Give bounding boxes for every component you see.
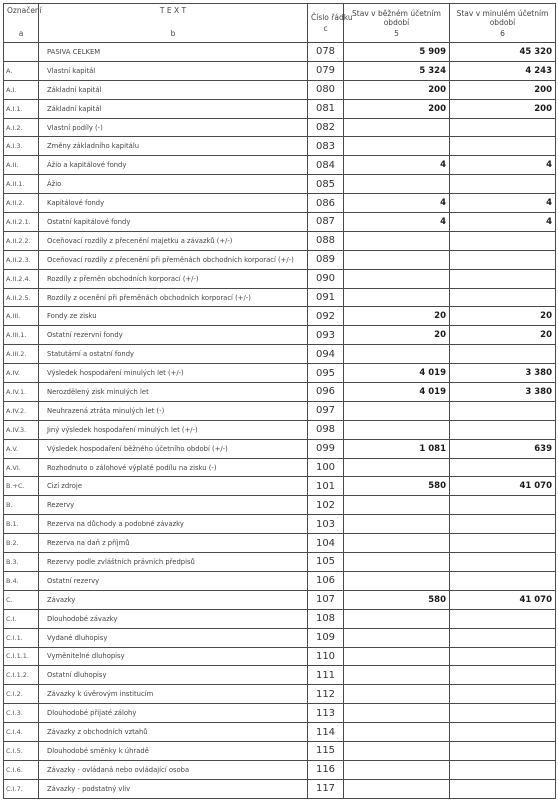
table-row xyxy=(4,326,556,345)
row-previous-period-value: 4 243 xyxy=(450,61,556,80)
row-designation: B.3. xyxy=(4,553,39,572)
row-designation: C.I.2. xyxy=(4,685,39,704)
row-designation: C.I.4. xyxy=(4,723,39,742)
column-header-line-number xyxy=(308,4,353,43)
row-current-period-value: 4 019 xyxy=(344,364,450,383)
table-row xyxy=(4,760,556,779)
row-current-period-value xyxy=(344,118,450,137)
row-previous-period-value: 45 320 xyxy=(450,43,556,62)
row-designation: A.IV.3. xyxy=(4,420,39,439)
row-text: Závazky xyxy=(39,590,308,609)
row-previous-period-value xyxy=(450,647,556,666)
row-text: Oceňovací rozdíly z přecenění při přeměnách obchodních korporací (+/-) xyxy=(39,250,308,269)
row-designation: B.2. xyxy=(4,534,39,553)
column-header-previous-period xyxy=(450,4,556,43)
column-header-text-sub: b xyxy=(170,29,176,38)
row-line-number: 085 xyxy=(308,175,344,194)
row-text: Základní kapitál xyxy=(39,80,308,99)
row-line-number: 091 xyxy=(308,288,344,307)
table-row xyxy=(4,99,556,118)
row-designation: C.I. xyxy=(4,609,39,628)
row-current-period-value xyxy=(344,137,450,156)
row-designation: C.I.5. xyxy=(4,741,39,760)
row-line-number: 083 xyxy=(308,137,344,156)
row-line-number: 093 xyxy=(308,326,344,345)
row-current-period-value xyxy=(344,458,450,477)
row-text: Ostatní rezervy xyxy=(39,571,308,590)
table-row xyxy=(4,496,556,515)
row-previous-period-value xyxy=(450,288,556,307)
table-row xyxy=(4,269,556,288)
row-current-period-value: 580 xyxy=(344,477,450,496)
row-current-period-value xyxy=(344,723,450,742)
row-previous-period-value xyxy=(450,779,556,798)
row-text: Cizí zdroje xyxy=(39,477,308,496)
row-line-number: 114 xyxy=(308,723,344,742)
row-designation: C.I.1.1. xyxy=(4,647,39,666)
row-current-period-value xyxy=(344,779,450,798)
row-previous-period-value xyxy=(450,534,556,553)
row-current-period-value xyxy=(344,250,450,269)
table-row xyxy=(4,345,556,364)
row-current-period-value: 20 xyxy=(344,307,450,326)
row-designation: A.II.2.4. xyxy=(4,269,39,288)
row-current-period-value: 4 xyxy=(344,156,450,175)
row-line-number: 102 xyxy=(308,496,344,515)
row-current-period-value: 4 019 xyxy=(344,383,450,402)
table-row xyxy=(4,43,556,62)
row-line-number: 113 xyxy=(308,704,344,723)
row-line-number: 097 xyxy=(308,401,344,420)
row-line-number: 111 xyxy=(308,666,344,685)
row-designation: A. xyxy=(4,61,39,80)
row-previous-period-value xyxy=(450,231,556,250)
row-text: Výsledek hospodaření běžného účetního období (+/-) xyxy=(39,439,308,458)
row-text: Fondy ze zisku xyxy=(39,307,308,326)
row-designation: A.I.1. xyxy=(4,99,39,118)
table-row xyxy=(4,458,556,477)
table-row xyxy=(4,723,556,742)
row-designation: B.+C. xyxy=(4,477,39,496)
row-current-period-value: 580 xyxy=(344,590,450,609)
row-line-number: 092 xyxy=(308,307,344,326)
table-row xyxy=(4,534,556,553)
table-row xyxy=(4,704,556,723)
row-text: Dlouhodobé závazky xyxy=(39,609,308,628)
row-previous-period-value xyxy=(450,420,556,439)
row-designation: C.I.6. xyxy=(4,760,39,779)
row-line-number: 116 xyxy=(308,760,344,779)
row-current-period-value xyxy=(344,704,450,723)
row-text: Neuhrazená ztráta minulých let (-) xyxy=(39,401,308,420)
row-line-number: 106 xyxy=(308,571,344,590)
row-previous-period-value xyxy=(450,458,556,477)
table-row xyxy=(4,118,556,137)
row-previous-period-value xyxy=(450,269,556,288)
row-previous-period-value: 41 070 xyxy=(450,590,556,609)
row-text: Závazky k úvěrovým institucím xyxy=(39,685,308,704)
row-designation: C. xyxy=(4,590,39,609)
row-text: Ostatní kapitálové fondy xyxy=(39,213,308,232)
row-text: Rozdíly z ocenění při přeměnách obchodních korporací (+/-) xyxy=(39,288,308,307)
row-line-number: 110 xyxy=(308,647,344,666)
column-header-current-period xyxy=(344,4,450,43)
row-designation: B.1. xyxy=(4,515,39,534)
row-previous-period-value xyxy=(450,760,556,779)
row-text: Ostatní rezervní fondy xyxy=(39,326,308,345)
row-previous-period-value: 200 xyxy=(450,99,556,118)
table-row xyxy=(4,194,556,213)
row-designation: C.I.1.2. xyxy=(4,666,39,685)
row-current-period-value xyxy=(344,345,450,364)
row-current-period-value xyxy=(344,288,450,307)
row-text: Statutární a ostatní fondy xyxy=(39,345,308,364)
row-line-number: 079 xyxy=(308,61,344,80)
row-previous-period-value: 639 xyxy=(450,439,556,458)
balance-sheet-liabilities-table xyxy=(3,3,556,799)
row-current-period-value: 200 xyxy=(344,80,450,99)
row-current-period-value: 4 xyxy=(344,213,450,232)
row-designation: A.IV.2. xyxy=(4,401,39,420)
row-current-period-value xyxy=(344,420,450,439)
row-line-number: 082 xyxy=(308,118,344,137)
table-row xyxy=(4,250,556,269)
table-row xyxy=(4,571,556,590)
row-current-period-value xyxy=(344,269,450,288)
row-text: Změny základního kapitálu xyxy=(39,137,308,156)
row-text: Ážio a kapitálové fondy xyxy=(39,156,308,175)
column-header-designation-title: Označení xyxy=(7,6,42,15)
column-header-previous-period-title: Stav v minulém účetním období xyxy=(456,8,549,27)
row-line-number: 100 xyxy=(308,458,344,477)
row-line-number: 088 xyxy=(308,231,344,250)
row-line-number: 112 xyxy=(308,685,344,704)
row-designation: A.I.3. xyxy=(4,137,39,156)
row-designation: C.I.1. xyxy=(4,628,39,647)
row-designation: C.I.7. xyxy=(4,779,39,798)
row-text: Rezerva na daň z příjmů xyxy=(39,534,308,553)
row-designation: A.IV. xyxy=(4,364,39,383)
row-previous-period-value xyxy=(450,137,556,156)
table-row xyxy=(4,647,556,666)
row-line-number: 099 xyxy=(308,439,344,458)
row-text: Ážio xyxy=(39,175,308,194)
table-row xyxy=(4,685,556,704)
row-designation: A.II.2.1. xyxy=(4,213,39,232)
row-previous-period-value: 41 070 xyxy=(450,477,556,496)
row-current-period-value xyxy=(344,609,450,628)
row-line-number: 090 xyxy=(308,269,344,288)
row-previous-period-value xyxy=(450,723,556,742)
table-row xyxy=(4,231,556,250)
row-line-number: 087 xyxy=(308,213,344,232)
row-line-number: 078 xyxy=(308,43,344,62)
row-text: Ostatní dluhopisy xyxy=(39,666,308,685)
row-line-number: 084 xyxy=(308,156,344,175)
row-current-period-value xyxy=(344,666,450,685)
column-header-line-number-title: Číslo řádku xyxy=(311,13,353,22)
table-row xyxy=(4,628,556,647)
row-designation: A.IV.1. xyxy=(4,383,39,402)
row-current-period-value xyxy=(344,741,450,760)
row-previous-period-value xyxy=(450,704,556,723)
row-current-period-value xyxy=(344,685,450,704)
table-row xyxy=(4,213,556,232)
column-header-current-period-sub: 5 xyxy=(394,28,399,38)
row-previous-period-value: 200 xyxy=(450,80,556,99)
row-designation: A.III.2. xyxy=(4,345,39,364)
row-designation: A.III. xyxy=(4,307,39,326)
row-current-period-value: 200 xyxy=(344,99,450,118)
row-text: Závazky - ovládaná nebo ovládající osoba xyxy=(39,760,308,779)
table-row xyxy=(4,439,556,458)
row-text: Rezervy podle zvláštních právních předpisů xyxy=(39,553,308,572)
table-row xyxy=(4,477,556,496)
row-current-period-value: 20 xyxy=(344,326,450,345)
row-current-period-value xyxy=(344,628,450,647)
column-header-current-period-title: Stav v běžném účetním období xyxy=(352,8,441,27)
row-text: Rezervy xyxy=(39,496,308,515)
row-designation: A.II.1. xyxy=(4,175,39,194)
row-text: Jiný výsledek hospodaření minulých let (+/-) xyxy=(39,420,308,439)
row-current-period-value xyxy=(344,175,450,194)
row-text: Dlouhodobé přijaté zálohy xyxy=(39,704,308,723)
table-row xyxy=(4,364,556,383)
row-text: Vyměnitelné dluhopisy xyxy=(39,647,308,666)
row-text: Vlastní podíly (-) xyxy=(39,118,308,137)
row-previous-period-value: 4 xyxy=(450,213,556,232)
row-designation: A.I. xyxy=(4,80,39,99)
row-previous-period-value: 20 xyxy=(450,326,556,345)
row-current-period-value xyxy=(344,534,450,553)
row-previous-period-value xyxy=(450,553,556,572)
row-previous-period-value xyxy=(450,515,556,534)
row-line-number: 081 xyxy=(308,99,344,118)
row-designation: A.II. xyxy=(4,156,39,175)
row-line-number: 115 xyxy=(308,741,344,760)
table-row xyxy=(4,553,556,572)
row-designation: A.VI. xyxy=(4,458,39,477)
row-text: Základní kapitál xyxy=(39,99,308,118)
table-row xyxy=(4,156,556,175)
row-designation: C.I.3. xyxy=(4,704,39,723)
table-row xyxy=(4,383,556,402)
column-header-previous-period-sub: 6 xyxy=(500,28,505,38)
row-previous-period-value xyxy=(450,496,556,515)
row-previous-period-value xyxy=(450,685,556,704)
table-row xyxy=(4,307,556,326)
row-previous-period-value xyxy=(450,609,556,628)
row-text: Kapitálové fondy xyxy=(39,194,308,213)
table-row xyxy=(4,666,556,685)
row-line-number: 108 xyxy=(308,609,344,628)
row-text: Vydané dluhopisy xyxy=(39,628,308,647)
column-header-designation xyxy=(4,4,42,43)
table-row xyxy=(4,590,556,609)
row-text: Oceňovací rozdíly z přecenění majetku a závazků (+/-) xyxy=(39,231,308,250)
table-row xyxy=(4,515,556,534)
row-current-period-value xyxy=(344,553,450,572)
row-current-period-value xyxy=(344,515,450,534)
table-row xyxy=(4,401,556,420)
row-text: Rozdíly z přeměn obchodních korporací (+/-) xyxy=(39,269,308,288)
row-previous-period-value xyxy=(450,401,556,420)
row-designation: A.I.2. xyxy=(4,118,39,137)
row-previous-period-value: 3 380 xyxy=(450,383,556,402)
row-text: PASIVA CELKEM xyxy=(39,43,308,62)
row-text: Rezerva na důchody a podobné závazky xyxy=(39,515,308,534)
row-current-period-value xyxy=(344,496,450,515)
column-header-text xyxy=(39,4,308,43)
row-line-number: 098 xyxy=(308,420,344,439)
row-previous-period-value xyxy=(450,666,556,685)
table-row xyxy=(4,741,556,760)
row-text: Výsledek hospodaření minulých let (+/-) xyxy=(39,364,308,383)
row-designation: A.II.2.3. xyxy=(4,250,39,269)
column-header-line-number-sub: c xyxy=(323,24,328,33)
row-designation: A.II.2. xyxy=(4,194,39,213)
row-previous-period-value: 4 xyxy=(450,156,556,175)
row-current-period-value xyxy=(344,647,450,666)
row-line-number: 107 xyxy=(308,590,344,609)
row-previous-period-value xyxy=(450,118,556,137)
row-line-number: 086 xyxy=(308,194,344,213)
row-line-number: 109 xyxy=(308,628,344,647)
row-current-period-value: 1 081 xyxy=(344,439,450,458)
table-row xyxy=(4,288,556,307)
row-previous-period-value xyxy=(450,250,556,269)
column-header-text-title: T E X T xyxy=(159,6,187,15)
row-previous-period-value: 3 380 xyxy=(450,364,556,383)
column-header-designation-sub: a xyxy=(18,29,24,38)
row-line-number: 089 xyxy=(308,250,344,269)
row-previous-period-value xyxy=(450,175,556,194)
row-current-period-value xyxy=(344,231,450,250)
row-current-period-value xyxy=(344,760,450,779)
row-designation xyxy=(4,43,39,62)
row-previous-period-value xyxy=(450,628,556,647)
row-line-number: 105 xyxy=(308,553,344,572)
row-line-number: 117 xyxy=(308,779,344,798)
row-line-number: 094 xyxy=(308,345,344,364)
table-body xyxy=(4,43,556,799)
row-current-period-value xyxy=(344,571,450,590)
row-line-number: 101 xyxy=(308,477,344,496)
row-text: Závazky z obchodních vztahů xyxy=(39,723,308,742)
row-previous-period-value: 4 xyxy=(450,194,556,213)
row-line-number: 095 xyxy=(308,364,344,383)
row-designation: B. xyxy=(4,496,39,515)
row-text: Závazky - podstatný vliv xyxy=(39,779,308,798)
table-header-row xyxy=(4,4,556,43)
row-previous-period-value xyxy=(450,741,556,760)
row-text: Dlouhodobé směnky k úhradě xyxy=(39,741,308,760)
row-line-number: 103 xyxy=(308,515,344,534)
row-text: Nerozdělený zisk minulých let xyxy=(39,383,308,402)
table-row xyxy=(4,609,556,628)
table-row xyxy=(4,61,556,80)
row-previous-period-value: 20 xyxy=(450,307,556,326)
row-designation: B.4. xyxy=(4,571,39,590)
row-previous-period-value xyxy=(450,345,556,364)
row-designation: A.II.2.2. xyxy=(4,231,39,250)
table-row xyxy=(4,137,556,156)
row-text: Vlastní kapitál xyxy=(39,61,308,80)
row-current-period-value: 4 xyxy=(344,194,450,213)
table-row xyxy=(4,80,556,99)
table-row xyxy=(4,420,556,439)
row-previous-period-value xyxy=(450,571,556,590)
row-designation: A.III.1. xyxy=(4,326,39,345)
row-designation: A.II.2.5. xyxy=(4,288,39,307)
row-current-period-value: 5 909 xyxy=(344,43,450,62)
row-line-number: 080 xyxy=(308,80,344,99)
table-row xyxy=(4,779,556,798)
row-line-number: 104 xyxy=(308,534,344,553)
row-text: Rozhodnuto o zálohové výplatě podílu na zisku (-) xyxy=(39,458,308,477)
row-current-period-value xyxy=(344,401,450,420)
row-designation: A.V. xyxy=(4,439,39,458)
row-current-period-value: 5 324 xyxy=(344,61,450,80)
table-row xyxy=(4,175,556,194)
row-line-number: 096 xyxy=(308,383,344,402)
